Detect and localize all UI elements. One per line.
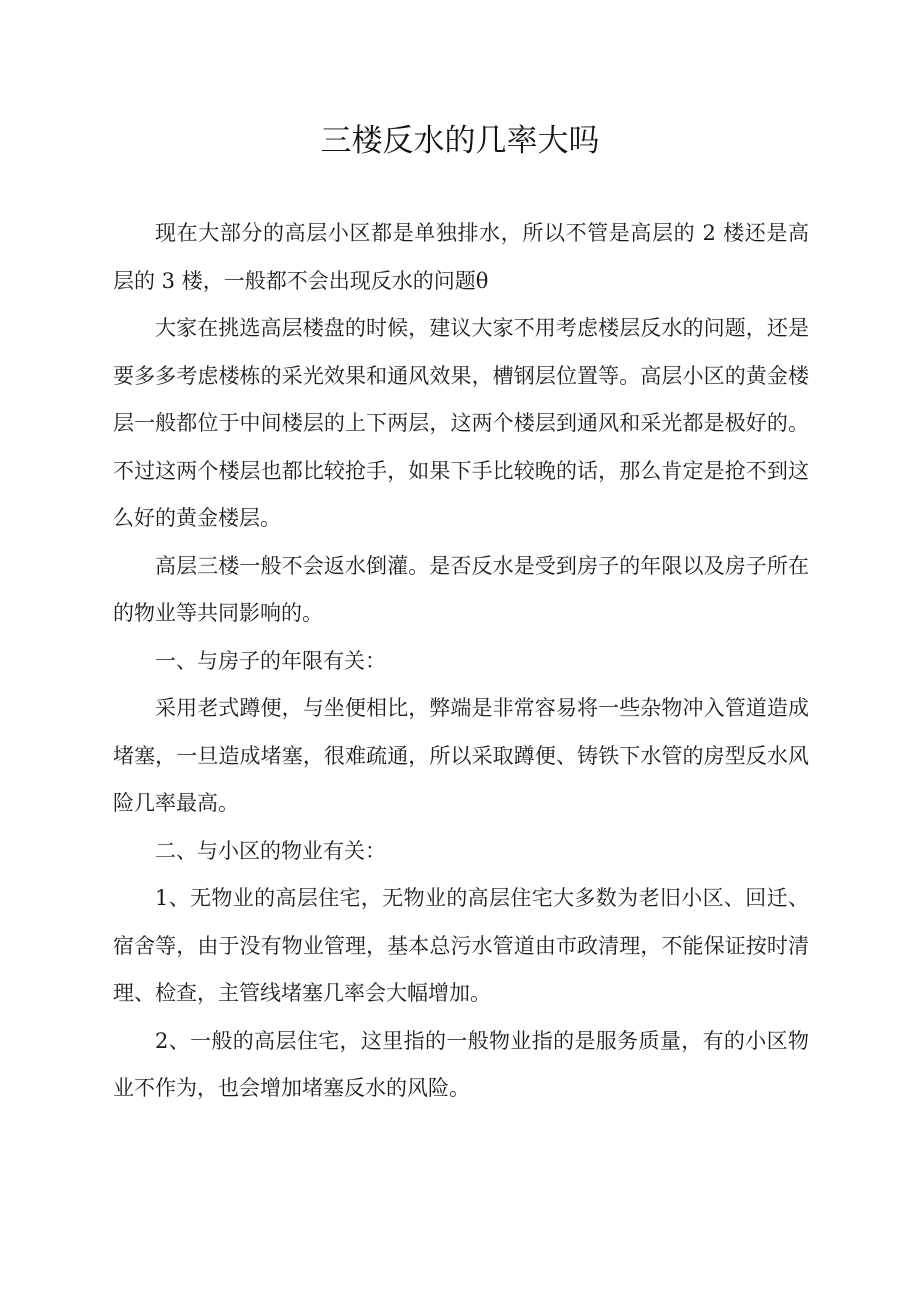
paragraph-intro: 现在大部分的高层小区都是单独排水，所以不管是高层的 2 楼还是高层的 3 楼，一般都不会出现反水的问题θ [113,221,809,293]
paragraph-no-property-management: 1、无物业的高层住宅，无物业的高层住宅大多数为老旧小区、回迁、宿舍等，由于没有物业管理，基本总污水管道由市政清理，不能保证按时清理、检查，主管线堵塞几率会大幅增加。 [113,886,809,1005]
document-body [113,210,809,1113]
paragraph-choosing-floor: 大家在挑选高层楼盘的时候，建议大家不用考虑楼层反水的问题，还是要多多考虑楼栋的采光效果和通风效果，槽钢层位置等。高层小区的黄金楼层一般都位于中间楼层的上下两层，这两个楼层到通风和采光都是极好的。不过这两个楼层也都比较抢手，如果下手比较晚的话，那么肯定是抢不到这么好的黄金楼层。 [113,316,809,530]
paragraph-ordinary-property-management: 2、一般的高层住宅，这里指的一般物业指的是服务质量，有的小区物业不作为，也会增加堵塞反水的风险。 [113,1028,809,1100]
document-title: 三楼反水的几率大吗 [320,123,600,159]
paragraph-third-floor: 高层三楼一般不会返水倒灌。是否反水是受到房子的年限以及房子所在的物业等共同影响的。 [113,553,809,625]
paragraph-squat-toilet: 采用老式蹲便，与坐便相比，弊端是非常容易将一些杂物冲入管道造成堵塞，一旦造成堵塞，很难疏通，所以采取蹲便、铸铁下水管的房型反水风险几率最高。 [113,696,809,815]
section-heading-house-age: 一、与房子的年限有关： [155,648,386,673]
section-heading-property-management: 二、与小区的物业有关： [155,838,386,863]
